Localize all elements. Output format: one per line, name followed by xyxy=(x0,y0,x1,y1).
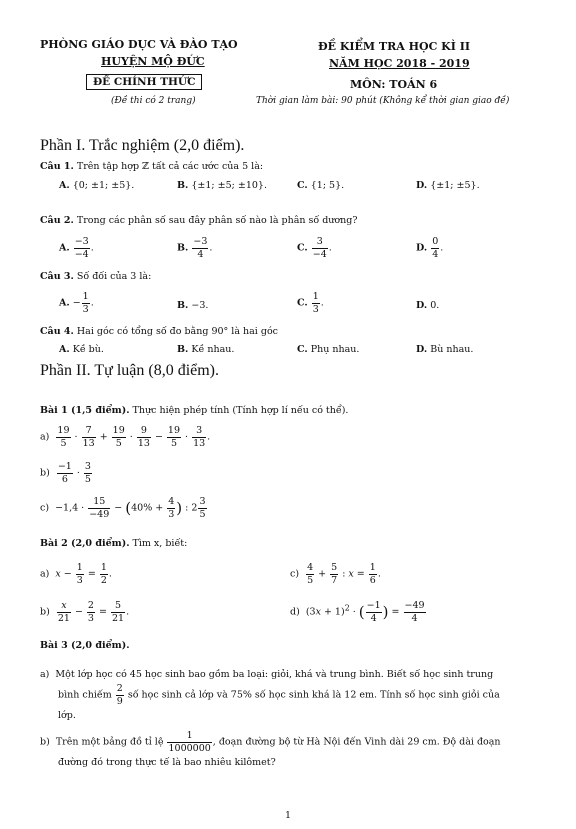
q2-option-b: B. $\frac{-3}{4}$ . xyxy=(177,236,213,260)
q1-option-a: A. {0; ±1; ±5}. xyxy=(59,180,135,191)
time-note: Thời gian làm bài: 90 phút (Không kể thời gian giao đề) xyxy=(256,96,510,106)
q1-option-d: D. {±1; ±5}. xyxy=(416,180,480,191)
bai2-b: b) $\frac{x}{21}$ − $\frac{2}{3}$ = $\frac{5}{21}$ . xyxy=(40,600,130,624)
bai1-heading: Bài 1 (1,5 điểm). Thực hiện phép tính (Tính hợp lí nếu có thể). xyxy=(40,405,349,416)
bai2-heading: Bài 2 (2,0 điểm). Tìm x, biết: xyxy=(40,538,188,549)
q3-option-b: B. −3. xyxy=(177,300,209,311)
school-year: NĂM HỌC 2018 - 2019 xyxy=(329,57,470,70)
q3-label: Câu 3. xyxy=(40,271,74,282)
bai1-a: a) $\frac{19}{5}$ · $\frac{7}{13}$ + $\frac{19}{5}$ · $\frac{9}{13}$ − $\frac{19}{5}$ · $\frac{3}{13}$ . xyxy=(40,425,211,449)
bai1-b: b) $\frac{-1}{6}$ · $\frac{3}{5}$ xyxy=(40,461,91,485)
q2-option-d: D. $\frac{0}{4}$ . xyxy=(416,236,444,260)
q4-option-d: D. Bù nhau. xyxy=(416,344,474,355)
page-number: 1 xyxy=(285,810,292,821)
question-3 xyxy=(40,271,151,282)
exam-title: ĐỀ KIỂM TRA HỌC KÌ II xyxy=(318,40,471,53)
q4-text: Hai góc có tổng số đo bằng 90° là hai góc xyxy=(76,326,278,337)
part2-title: Phần II. Tự luận (8,0 điểm). xyxy=(40,362,220,379)
q4-option-c: C. Phụ nhau. xyxy=(297,344,360,355)
q2-option-a: A. $\frac{-3}{-4}$ . xyxy=(59,236,94,260)
bai2-d: d) $(3x + 1)^2$ · ( $\frac{-1}{4}$ ) = $\frac{-49}{4}$ xyxy=(290,600,425,624)
bai3-b-line1: b) Trên một bảng đồ tỉ lệ $\frac{1}{1000000}$ , đoạn đường bộ từ Hà Nội đến Vinh dài 29 cm. Độ dài đoạn xyxy=(40,730,501,754)
bai2-a: a) x − $\frac{1}{3}$ = $\frac{1}{2}$ . xyxy=(40,562,112,586)
bai2-c: c) $\frac{4}{5}$ + $\frac{5}{7}$ : x = $\frac{1}{6}$ . xyxy=(290,562,381,586)
bai1-c: c) −1,4 · $\frac{15}{-49}$ − (40% + $\frac{4}{3}$ ) : 2 $\frac{3}{5}$ xyxy=(40,496,206,520)
q4-label: Câu 4. xyxy=(40,326,74,337)
subject: MÔN: TOÁN 6 xyxy=(350,78,438,91)
q4-option-b: B. Kề nhau. xyxy=(177,344,235,355)
q3-option-d: D. 0. xyxy=(416,300,440,311)
district-name: HUYỆN MỘ ĐỨC xyxy=(101,55,205,68)
q1-option-b: B. {±1; ±5; ±10}. xyxy=(177,180,267,191)
q2-text: Trong các phân số sau đây phân số nào là phân số dương? xyxy=(76,215,358,226)
q1-text: Trên tập hợp ℤ tất cả các ước của 5 là: xyxy=(76,161,264,172)
q2-option-c: C. $\frac{3}{-4}$ . xyxy=(297,236,332,260)
bai3-b-line2: đường đó trong thực tế là bao nhiêu kilômet? xyxy=(58,757,276,768)
part1-title: Phần I. Trắc nghiệm (2,0 điểm). xyxy=(40,137,245,154)
q2-label: Câu 2. xyxy=(40,215,74,226)
q1-option-c: C. {1; 5}. xyxy=(297,180,345,191)
official-badge: ĐỀ CHÍNH THỨC xyxy=(86,74,202,90)
department-name: PHÒNG GIÁO DỤC VÀ ĐÀO TẠO xyxy=(40,38,238,51)
q3-option-a: A. − $\frac{1}{3}$ . xyxy=(59,291,94,315)
bai3-a-line3: lớp. xyxy=(58,710,76,721)
bai3-heading: Bài 3 (2,0 điểm). xyxy=(40,640,130,651)
bai3-a-line2: bình chiếm $\frac{2}{9}$ số học sinh cả lớp và 75% số học sinh khá là 12 em. Tính số học sinh giỏi của xyxy=(58,683,500,707)
q3-option-c: C. $\frac{1}{3}$ . xyxy=(297,291,324,315)
q3-text: Số đối của 3 là: xyxy=(76,271,152,282)
bai3-a-line1: a) Một lớp học có 45 học sinh bao gồm ba loại: giỏi, khá và trung bình. Biết số học sinh trung xyxy=(40,669,494,680)
q4-option-a: A. Kề bù. xyxy=(59,344,104,355)
question-1 xyxy=(40,161,263,172)
question-4 xyxy=(40,326,278,337)
pages-note: (Đề thi có 2 trang) xyxy=(111,96,196,106)
question-2 xyxy=(40,215,357,226)
q1-label: Câu 1. xyxy=(40,161,74,172)
